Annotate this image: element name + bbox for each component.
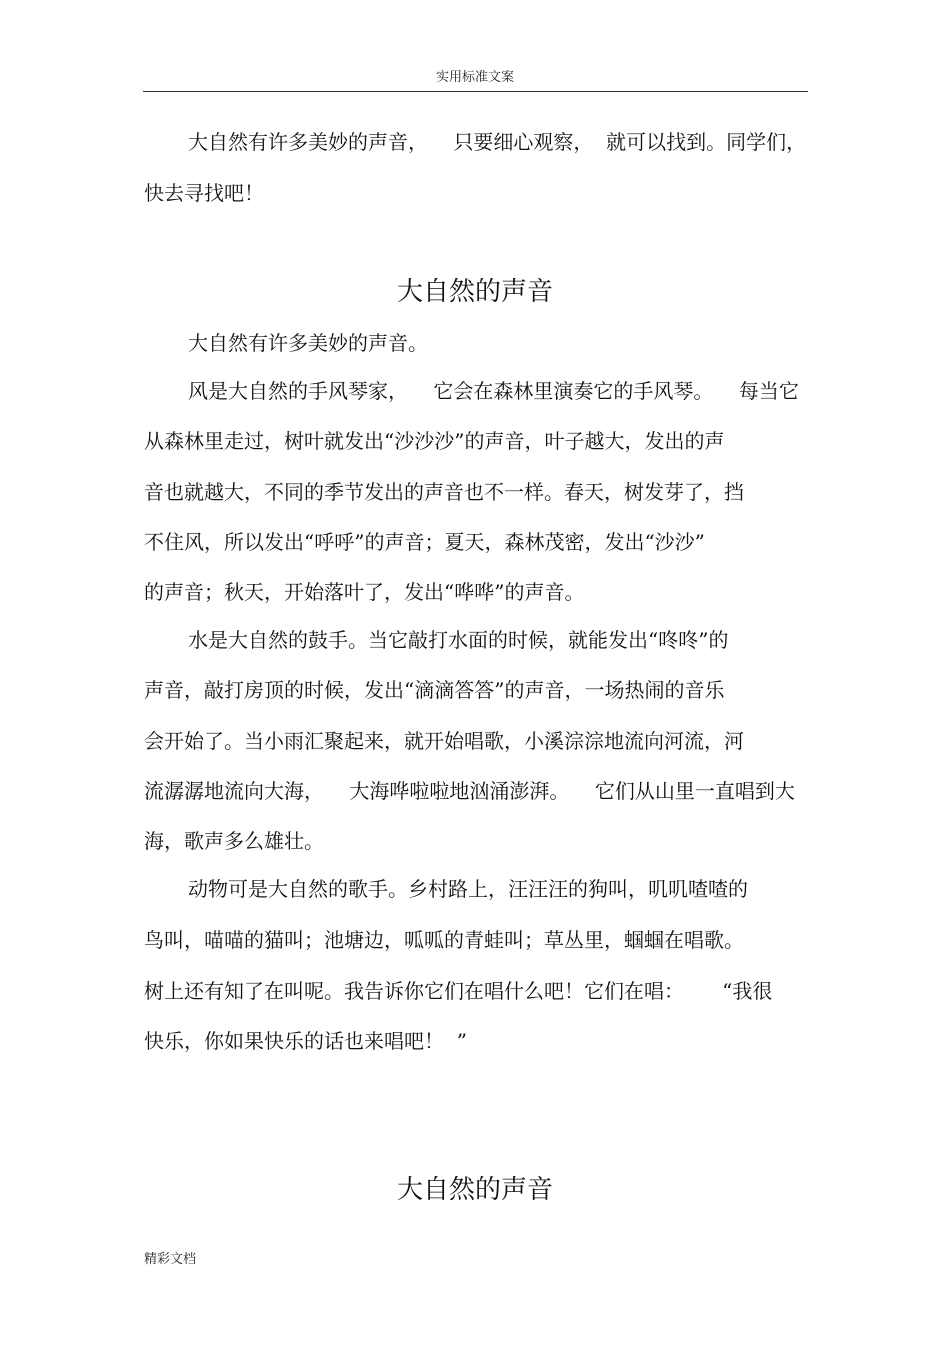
intro-line: 快去寻找吧！ <box>144 181 264 205</box>
paragraph-line: 流潺潺地流向大海， 大海哗啦啦地汹涌澎湃。 它们从山里一直唱到大 <box>144 779 795 803</box>
section-title: 大自然的声音 <box>396 1175 553 1205</box>
header-rule <box>143 91 808 92</box>
paragraph-line: 海，歌声多么雄壮。 <box>144 829 324 853</box>
paragraph-line: 树上还有知了在叫呢。我告诉你它们在唱什么吧！它们在唱： “我很 <box>144 979 773 1003</box>
paragraph-line: 音也就越大，不同的季节发出的声音也不一样。春天，树发芽了，挡 <box>144 480 744 504</box>
paragraph-line: 动物可是大自然的歌手。乡村路上，汪汪汪的狗叫，叽叽喳喳的 <box>188 877 748 901</box>
intro-line: 大自然有许多美妙的声音， 只要细心观察， 就可以找到。同学们， <box>188 130 807 154</box>
paragraph-line: 风是大自然的手风琴家， 它会在森林里演奏它的手风琴。 每当它 <box>188 379 799 403</box>
paragraph-line: 鸟叫，喵喵的猫叫；池塘边，呱呱的青蛙叫；草丛里，蝈蝈在唱歌。 <box>144 928 744 952</box>
paragraph-line: 会开始了。当小雨汇聚起来，就开始唱歌，小溪淙淙地流向河流，河 <box>144 729 744 753</box>
paragraph-line: 不住风，所以发出“呼呼”的声音；夏天，森林茂密，发出“沙沙” <box>144 530 705 554</box>
paragraph-line: 的声音；秋天，开始落叶了，发出“哗哗”的声音。 <box>144 580 585 604</box>
section-title: 大自然的声音 <box>396 277 553 307</box>
page-footer: 精彩文档 <box>144 1252 197 1267</box>
paragraph-line: 大自然有许多美妙的声音。 <box>188 331 428 355</box>
paragraph-line: 声音，敲打房顶的时候，发出“滴滴答答”的声音，一场热闹的音乐 <box>144 678 725 702</box>
page-header: 实用标准文案 <box>435 70 514 85</box>
paragraph-line: 从森林里走过，树叶就发出“沙沙沙”的声音，叶子越大，发出的声 <box>144 429 725 453</box>
paragraph-line: 快乐，你如果快乐的话也来唱吧！ ” <box>144 1029 467 1053</box>
paragraph-line: 水是大自然的鼓手。当它敲打水面的时候，就能发出“咚咚”的 <box>188 628 729 652</box>
